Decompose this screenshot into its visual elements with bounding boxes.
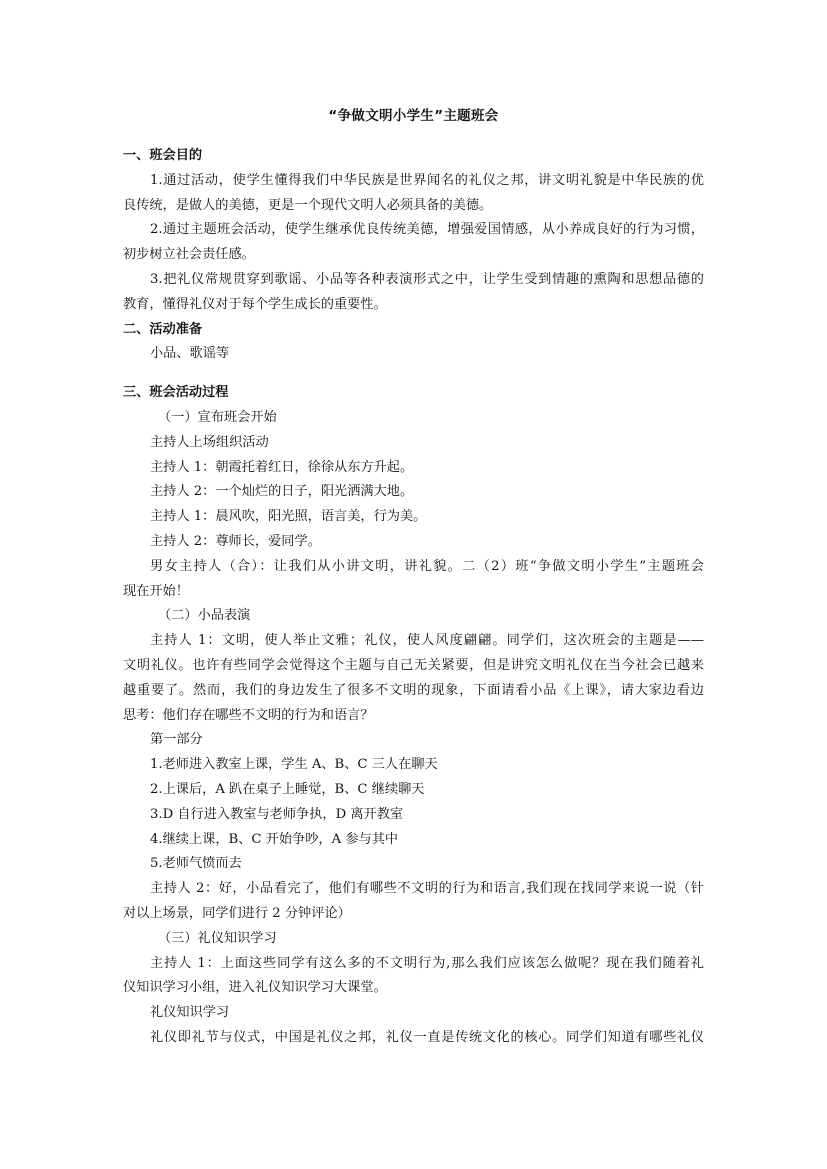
section-spacer bbox=[123, 367, 704, 381]
paragraph-line: 第一部分 bbox=[150, 732, 203, 748]
paragraph-line: 思考：他们存在哪些不文明的行为和语言？ bbox=[123, 707, 374, 723]
paragraph-line: 文明礼仪。也许有些同学会觉得这个主题与自己无关紧要，但是讲究文明礼仪在当今社会已越来 bbox=[123, 657, 704, 673]
document-title: “争做文明小学生”主题班会 bbox=[328, 108, 499, 124]
list-item: 1.老师进入教室上课，学生 A、B、C 三人在聊天 bbox=[150, 757, 438, 773]
paragraph-line: 主持人 1：上面这些同学有这么多的不文明行为,那么我们应该怎么做呢？现在我们随着礼 bbox=[150, 955, 704, 971]
paragraph-line: 良传统，是做人的美德，更是一个现代文明人必须具备的美德。 bbox=[123, 197, 493, 213]
paragraph-line: 仪知识学习小组，进入礼仪知识学习大课堂。 bbox=[123, 980, 387, 996]
paragraph-line: 初步树立社会责任感。 bbox=[123, 247, 255, 263]
section-heading-preparation: 二、活动准备 bbox=[123, 321, 203, 337]
paragraph-line: 越重要了。然而，我们的身边发生了很多不文明的现象，下面请看小品《上课》，请大家边看边 bbox=[123, 682, 704, 698]
subsection-heading: （二）小品表演 bbox=[158, 608, 251, 624]
paragraph-line: 礼仪即礼节与仪式，中国是礼仪之邦，礼仪一直是传统文化的核心。同学们知道有哪些礼仪 bbox=[150, 1029, 704, 1045]
paragraph-line: 2.通过主题班会活动，使学生继承优良传统美德，增强爱国情感，从小养成良好的行为习惯， bbox=[150, 222, 704, 238]
paragraph-line: 主持人 2：一个灿烂的日子，阳光洒满大地。 bbox=[150, 484, 414, 500]
section-heading-process: 三、班会活动过程 bbox=[123, 385, 229, 401]
subsection-heading: （一）宣布班会开始 bbox=[158, 409, 277, 425]
section-heading-purpose: 一、班会目的 bbox=[123, 148, 203, 163]
paragraph-line: 小品、歌谣等 bbox=[150, 346, 230, 362]
list-item: 3.D 自行进入教室与老师争执，D 离开教室 bbox=[150, 806, 404, 822]
paragraph-line: 主持人 1：晨风吹，阳光照，语言美，行为美。 bbox=[150, 509, 427, 525]
list-item: 2.上课后，A 趴在桌子上睡觉，B、C 继续聊天 bbox=[150, 781, 425, 797]
paragraph-line: 礼仪知识学习 bbox=[150, 1005, 230, 1021]
paragraph-line: 主持人上场组织活动 bbox=[150, 434, 269, 450]
paragraph-line: 教育，懂得礼仪对于每个学生成长的重要性。 bbox=[123, 296, 387, 312]
list-item: 5.老师气愤而去 bbox=[150, 856, 242, 872]
paragraph-line: 现在开始！ bbox=[123, 583, 189, 599]
list-item: 4.继续上课，B、C 开始争吵，A 参与其中 bbox=[150, 831, 399, 847]
paragraph-line: 3.把礼仪常规贯穿到歌谣、小品等各种表演形式之中，让学生受到情趣的熏陶和思想品德的 bbox=[150, 271, 704, 287]
document-body bbox=[123, 144, 704, 1051]
paragraph-line: 1.通过活动，使学生懂得我们中华民族是世界闻名的礼仪之邦，讲文明礼貌是中华民族的优 bbox=[150, 172, 704, 188]
paragraph-line: 主持人 1：朝霞托着红日，徐徐从东方升起。 bbox=[150, 459, 414, 475]
paragraph-line: 主持人 2：好，小品看完了，他们有哪些不文明的行为和语言,我们现在找同学来说一说（针 bbox=[150, 881, 704, 897]
paragraph-line: 对以上场景，同学们进行 2 分钟评论） bbox=[123, 905, 351, 921]
paragraph-line: 男女主持人（合）：让我们从小讲文明，讲礼貌。二（2）班“争做文明小学生”主题班会 bbox=[150, 558, 704, 574]
subsection-heading: （三）礼仪知识学习 bbox=[158, 930, 277, 946]
paragraph-line: 主持人 2：尊师长，爱同学。 bbox=[150, 533, 321, 549]
paragraph-line: 主持人 1：文明，使人举止文雅；礼仪，使人风度翩翩。同学们，这次班会的主题是—— bbox=[150, 633, 704, 649]
